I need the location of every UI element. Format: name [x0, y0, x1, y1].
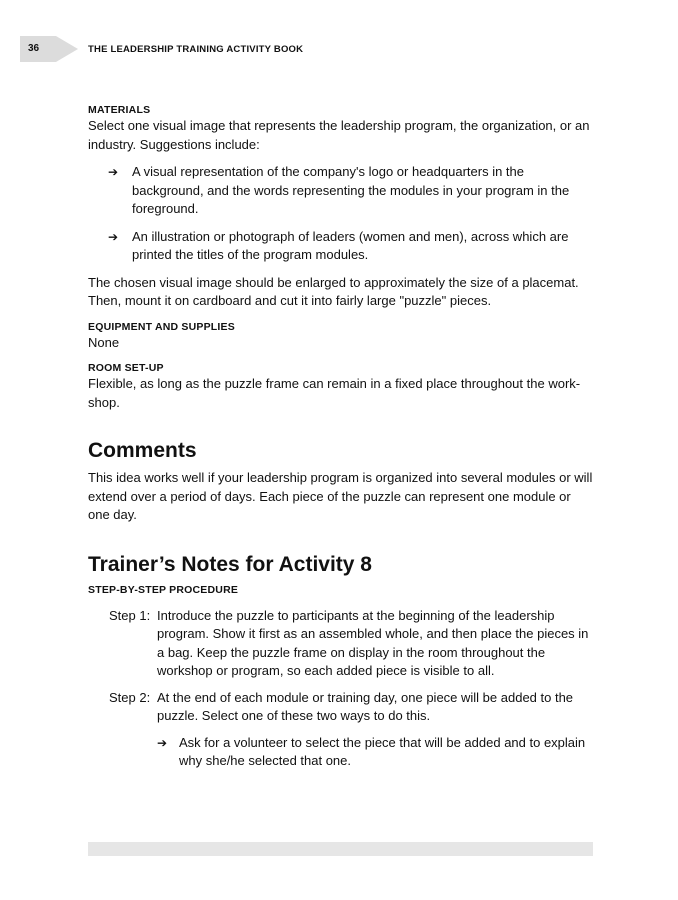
materials-bullet-list [88, 163, 594, 265]
materials-section [88, 103, 594, 311]
comments-section [88, 438, 594, 525]
arrow-right-icon: ➔ [108, 165, 119, 179]
room-setup-text: Flexible, as long as the puzzle frame can remain in a fixed place throughout the work-shop. [88, 376, 581, 410]
page-body [88, 103, 594, 771]
materials-intro: Select one visual image that represents the leadership program, the organization, or an industry. Suggestions include: [88, 118, 590, 152]
list-item [88, 228, 594, 265]
arrow-right-icon: ➔ [108, 229, 119, 244]
procedure-heading: STEP-BY-STEP PROCEDURE [88, 583, 239, 596]
equipment-text: None [88, 334, 120, 350]
step-label: Step 1: [109, 607, 151, 623]
room-setup-section [88, 361, 594, 412]
step-sub-bullet-list [88, 734, 594, 771]
step-label: Step 2: [109, 689, 151, 705]
running-title: THE LEADERSHIP TRAINING ACTIVITY BOOK [88, 44, 304, 55]
step-item [88, 689, 594, 726]
step-text: Introduce the puzzle to participants at the beginning of the leadership program. Show it first as an assembled whole, and then place the pieces in a bag. Keep the puzzle frame on display in the room throughout the workshop or program, so each added piece is visible to all. [157, 607, 589, 678]
comments-text: This idea works well if your leadership program is organized into several modules or will extend over a period of days. Each piece of the puzzle can represent one module or one day. [88, 470, 593, 522]
page-number: 36 [28, 43, 40, 54]
step-item [88, 607, 594, 681]
page-header [0, 36, 678, 64]
list-item [88, 163, 594, 219]
trainer-notes-section [88, 552, 594, 771]
equipment-section [88, 320, 594, 353]
list-item-text: A visual representation of the company's logo or headquarters in the background, and the words representing the modules in your program in the foreground. [132, 164, 570, 216]
step-text: At the end of each module or training day, one piece will be added to the puzzle. Select one of these two ways to do this. [157, 689, 574, 723]
comments-heading: Comments [88, 439, 197, 462]
step-list [88, 607, 594, 726]
list-item-text: An illustration or photograph of leaders (women and men), across which are printed the titles of the program modules. [132, 228, 569, 262]
trainer-notes-heading: Trainer’s Notes for Activity 8 [88, 552, 372, 576]
list-item-text: Ask for a volunteer to select the piece that will be added and to explain why she/he selected that one. [179, 734, 586, 768]
materials-heading: MATERIALS [88, 104, 151, 116]
room-setup-heading: ROOM SET-UP [88, 362, 164, 374]
list-item [88, 734, 594, 771]
footer-bar [88, 842, 593, 856]
arrow-right-icon: ➔ [157, 735, 168, 750]
equipment-heading: EQUIPMENT AND SUPPLIES [88, 320, 235, 333]
materials-closing: The chosen visual image should be enlarged to approximately the size of a placemat. Then, mount it on cardboard and cut it into fairly large "puzzle" pieces. [88, 274, 579, 308]
